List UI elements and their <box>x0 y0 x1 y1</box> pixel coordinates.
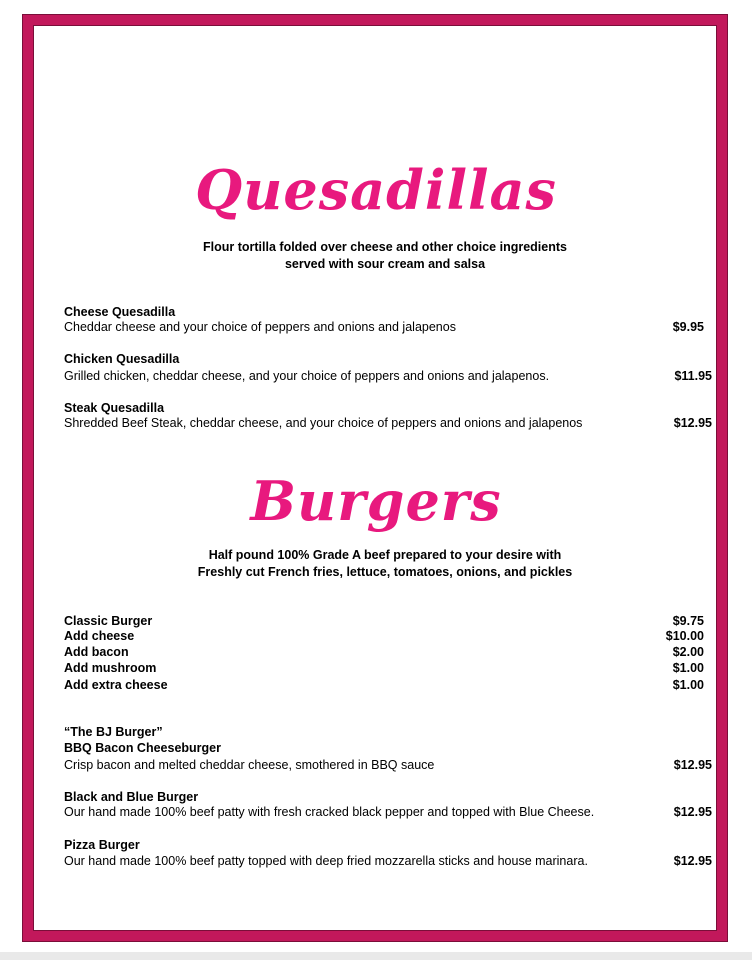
item-desc-steak-quesadilla: Shredded Beef Steak, cheddar cheese, and your choice of peppers and onions and jalapenos <box>64 416 583 430</box>
item-price-black-and-blue-burger: $12.95 <box>673 805 712 819</box>
item-price-cheese-quesadilla: $9.95 <box>672 320 704 334</box>
item-name-steak-quesadilla: Steak Quesadilla <box>64 401 165 415</box>
quesadillas-title: Quesadillas <box>195 158 557 222</box>
item-name-add-bacon: Add bacon <box>64 645 129 659</box>
item-price-steak-quesadilla: $12.95 <box>673 416 712 430</box>
item-desc-pizza-burger: Our hand made 100% beef patty topped with deep fried mozzarella sticks and house marinara. <box>64 854 588 868</box>
item-name-cheese-quesadilla: Cheese Quesadilla <box>64 305 176 319</box>
quesadillas-intro-line-1: Flour tortilla folded over cheese and other choice ingredients <box>203 240 567 254</box>
page-bottom-edge <box>0 952 752 960</box>
item-price-add-bacon: $2.00 <box>672 645 704 659</box>
burgers-title: Burgers <box>250 469 502 533</box>
quesadillas-intro <box>0 239 752 273</box>
item-price-chicken-quesadilla: $11.95 <box>674 369 712 383</box>
item-name-add-mushroom: Add mushroom <box>64 661 157 675</box>
burgers-intro <box>0 547 752 581</box>
item-price-add-cheese: $10.00 <box>665 629 704 643</box>
item-name-bj-burger: “The BJ Burger” <box>64 725 163 739</box>
item-name-bbq-bacon-cheeseburger: BBQ Bacon Cheeseburger <box>64 741 221 755</box>
item-name-pizza-burger: Pizza Burger <box>64 838 140 852</box>
item-price-classic-burger: $9.75 <box>672 614 704 628</box>
item-desc-black-and-blue-burger: Our hand made 100% beef patty with fresh cracked black pepper and topped with Blue Cheese. <box>64 805 595 819</box>
item-desc-bj-burger: Crisp bacon and melted cheddar cheese, smothered in BBQ sauce <box>64 758 435 772</box>
burgers-intro-line-1: Half pound 100% Grade A beef prepared to your desire with <box>208 548 562 562</box>
item-name-chicken-quesadilla: Chicken Quesadilla <box>64 352 180 366</box>
quesadillas-intro-line-2: served with sour cream and salsa <box>284 257 486 271</box>
item-name-add-cheese: Add cheese <box>64 629 135 643</box>
item-name-black-and-blue-burger: Black and Blue Burger <box>64 790 199 804</box>
item-desc-cheese-quesadilla: Cheddar cheese and your choice of peppers and onions and jalapenos <box>64 320 456 334</box>
item-desc-chicken-quesadilla: Grilled chicken, cheddar cheese, and your choice of peppers and onions and jalapenos. <box>64 369 550 383</box>
item-name-classic-burger: Classic Burger <box>64 614 153 628</box>
item-price-add-extra-cheese: $1.00 <box>672 678 704 692</box>
item-price-bj-burger: $12.95 <box>673 758 712 772</box>
item-price-pizza-burger: $12.95 <box>673 854 712 868</box>
item-name-add-extra-cheese: Add extra cheese <box>64 678 168 692</box>
item-price-add-mushroom: $1.00 <box>672 661 704 675</box>
burgers-intro-line-2: Freshly cut French fries, lettuce, tomatoes, onions, and pickles <box>197 565 573 579</box>
